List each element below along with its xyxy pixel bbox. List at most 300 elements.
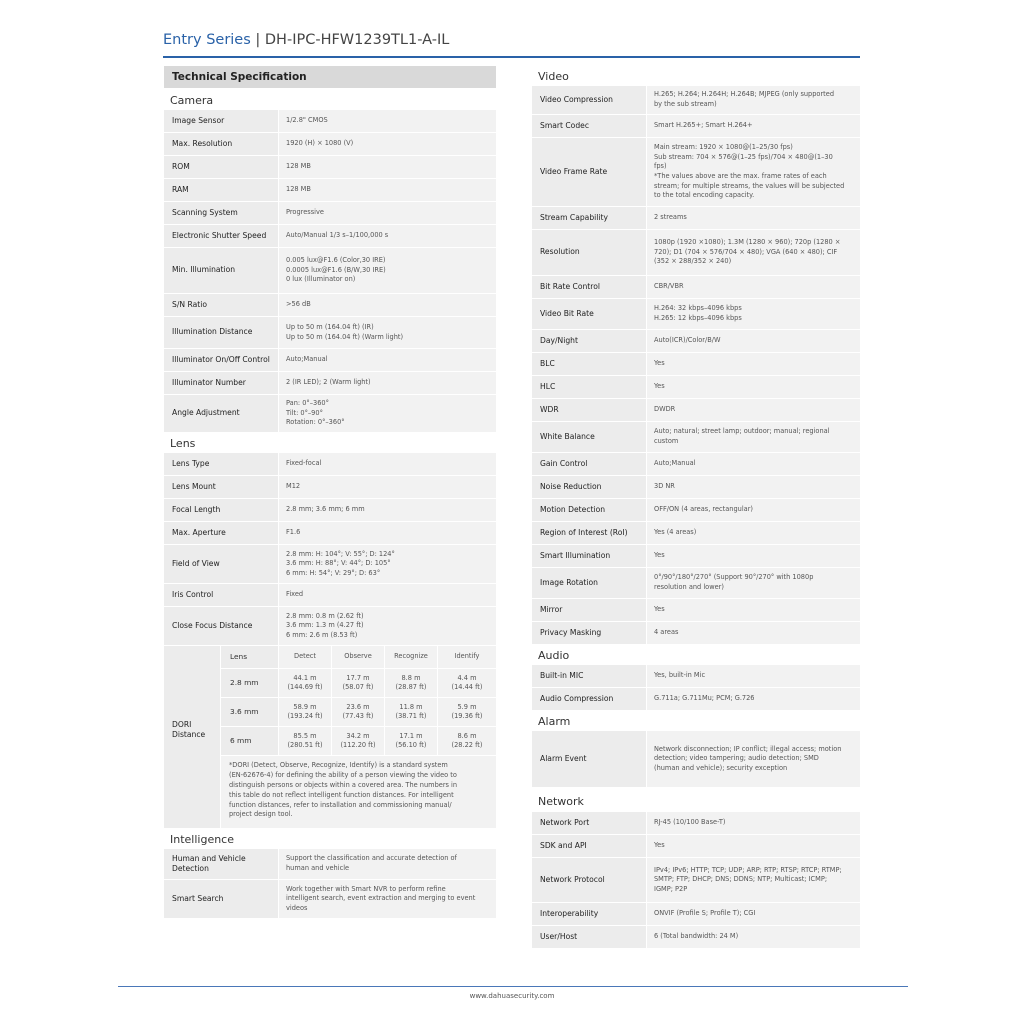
spec-value [647,422,860,452]
spec-label: Video Compression [532,86,646,114]
spec-value-line: fps) [654,162,667,171]
spec-value-line: H.265; H.264; H.264H; H.264B; MJPEG (only supported [654,90,835,99]
dori-note-line: distinguish persons or objects within a covered area. The numbers in [229,780,458,789]
spec-label: Lens Type [164,453,278,475]
dori-note-line: (EN-62676-4) for defining the ability of a person viewing the video to [229,770,457,779]
dori-cell-line: 17.1 m [399,731,423,740]
dori-cell [279,727,331,755]
spec-value-line: 1/2.8" CMOS [286,116,328,125]
spec-label: Mirror [532,599,646,621]
spec-value-line: 6 (Total bandwidth: 24 M) [654,932,739,941]
spec-value-line: human and vehicle [286,864,350,872]
spec-label: Stream Capability [532,207,646,229]
dori-note-line: project design tool. [229,810,293,819]
intelligence-rows [164,849,496,918]
spec-value-line: G.711a; G.711Mu; PCM; G.726 [654,694,755,703]
spec-value-line: 2.8 mm: 0.8 m (2.62 ft) [286,611,364,620]
spec-label: Smart Illumination [532,545,646,567]
spec-value-line: Yes [654,382,665,391]
spec-value-line: (human and vehicle); security exception [654,763,788,772]
spec-label: White Balance [532,422,646,452]
spec-row [164,880,496,918]
dori-cell [279,669,331,697]
network-rows [532,812,860,948]
spec-value-line: 0°/90°/180°/270° (Support 90°/270° with 1080p [654,573,814,582]
spec-value [647,545,860,567]
dori-cell-line: (144.69 ft) [287,683,323,691]
spec-label: Illuminator Number [164,372,278,394]
spec-value-line: H.264: 32 kbps–4096 kbps [654,304,742,313]
spec-value-line: (352 × 288/352 × 240) [654,257,732,266]
spec-value-line: Auto;Manual [654,459,696,468]
section-camera: Camera [170,94,214,107]
spec-value-line: 128 MB [286,185,311,194]
spec-label: RAM [164,179,278,201]
spec-row [532,330,860,352]
right-column [532,66,860,949]
title-separator: | [255,32,261,48]
spec-label: Focal Length [164,499,278,521]
page-header [163,32,860,58]
dori-note-line: this table do not reflect intelligent function distances. For intelligent [229,790,454,799]
spec-value [279,476,496,498]
spec-value [647,599,860,621]
spec-label: Resolution [532,230,646,275]
dori-lens: 3.6 mm [221,698,278,726]
dori-header: Identify [438,646,496,668]
spec-row [532,299,860,329]
spec-value [647,115,860,137]
spec-label: Built-in MIC [532,665,646,687]
section-audio: Audio [538,649,570,662]
spec-label: Max. Resolution [164,133,278,155]
spec-value [647,731,860,787]
spec-value-line: ONVIF (Profile S; Profile T); CGI [654,909,756,918]
spec-value-line: OFF/ON (4 areas, rectangular) [654,505,753,514]
dori-cell-line: (112.20 ft) [340,741,376,749]
spec-value-line: Main stream: 1920 × 1080@(1–25/30 fps) [654,143,793,152]
spec-value-line: H.265: 12 kbps–4096 kbps [654,314,742,322]
spec-value-line: 4 areas [654,628,679,637]
spec-label: Alarm Event [532,731,646,787]
spec-row [164,294,496,316]
spec-label: Audio Compression [532,688,646,710]
spec-value-line: M12 [286,482,301,491]
spec-label: Lens Mount [164,476,278,498]
spec-value-line: Yes [654,841,665,850]
section-network: Network [538,795,584,808]
spec-value-line: Fixed-focal [286,459,322,468]
spec-row [532,903,860,925]
spec-value [279,607,496,645]
video-rows [532,86,860,644]
spec-label: Video Frame Rate [532,138,646,206]
spec-row [164,110,496,132]
spec-row [532,353,860,375]
dori-cell-line: (193.24 ft) [287,712,323,720]
dori-cell [438,727,496,755]
spec-row [532,399,860,421]
spec-value-line: 1080p (1920 ×1080); 1.3M (1280 × 960); 720p (1280 × [654,238,841,247]
spec-value-line: *The values above are the max. frame rates of each [654,172,827,180]
spec-value-line: SMTP; FTP; DHCP; DNS; DDNS; NTP; Multicast; ICMP; [654,875,828,884]
spec-value [647,858,860,902]
spec-value [647,622,860,644]
spec-row [164,225,496,247]
spec-value [279,225,496,247]
spec-row [532,522,860,544]
spec-label: Angle Adjustment [164,395,278,432]
spec-value-line: Auto;Manual [286,355,328,364]
spec-value-line: detection; video tampering; audio detection; SMD [654,754,819,763]
dori-grid [221,646,496,755]
spec-value-line: resolution and lower) [654,583,724,591]
dori-cell [332,698,384,726]
dori-cell-line: 58.9 m [293,702,317,711]
spec-value-line: Sub stream: 704 × 576@(1–25 fps)/704 × 480@(1–30 [654,152,833,161]
spec-value-line: 6 mm: H: 54°; V: 29°; D: 63° [286,568,381,577]
dori-cell-line: 44.1 m [293,673,317,682]
dori-header: Lens [221,646,278,668]
spec-value [647,688,860,710]
spec-value-line: by the sub stream) [654,100,717,108]
spec-label: Gain Control [532,453,646,475]
spec-value-line: Network disconnection; IP conflict; illegal access; motion [654,744,842,753]
spec-row [532,499,860,521]
dori-cell [332,669,384,697]
spec-value [279,584,496,606]
camera-rows [164,110,496,432]
spec-value-line: Progressive [286,208,324,217]
spec-row [164,453,496,475]
alarm-rows [532,731,860,787]
spec-row [164,317,496,348]
dori-cell-line: 17.7 m [346,673,370,682]
dori-cell-line: (19.36 ft) [451,712,483,720]
spec-row [164,349,496,371]
spec-value-line: 2.8 mm; 3.6 mm; 6 mm [286,505,365,514]
spec-value [279,372,496,394]
spec-value-line: 1920 (H) × 1080 (V) [286,139,354,148]
spec-value-line: RJ-45 (10/100 Base-T) [654,818,726,827]
dori-cell [438,669,496,697]
dori-cell-line: 23.6 m [346,702,370,711]
section-alarm: Alarm [538,715,571,728]
section-lens: Lens [170,437,196,450]
spec-value-line: 6 mm: 2.6 m (8.53 ft) [286,630,358,639]
spec-value-line: Yes [654,551,665,560]
spec-row [532,230,860,275]
spec-label: Min. Illumination [164,248,278,293]
spec-value [279,499,496,521]
spec-value-line: Yes (4 areas) [654,528,697,537]
spec-value [279,317,496,348]
spec-row [532,276,860,298]
spec-value-line: stream; for multiple streams, the values will be subjected [654,181,845,190]
page-title [163,32,860,48]
spec-value-line: 3D NR [654,482,675,491]
spec-value [647,399,860,421]
footer-url: www.dahuasecurity.com [469,992,555,1000]
spec-value [279,133,496,155]
spec-value [647,138,860,206]
spec-label: WDR [532,399,646,421]
spec-row [532,599,860,621]
spec-value-line: Tilt: 0°–90° [286,408,323,417]
spec-value-line: >56 dB [286,300,311,309]
spec-row [532,138,860,206]
spec-row [532,115,860,137]
spec-value-line: 0.005 lux@F1.6 (Color,30 IRE) [286,256,386,265]
spec-row [164,476,496,498]
spec-value-line: 3.6 mm: H: 88°; V: 44°; D: 105° [286,559,391,568]
spec-value-line: CBR/VBR [654,282,684,291]
spec-value [647,522,860,544]
spec-row [164,849,496,879]
spec-value [647,903,860,925]
dori-cell-line: 11.8 m [399,702,423,711]
dori-cell [332,727,384,755]
spec-value [647,665,860,687]
dori-label: DORI Distance [164,646,220,828]
spec-label: Image Rotation [532,568,646,598]
spec-row [164,248,496,293]
spec-value-line: 128 MB [286,162,311,171]
audio-rows [532,665,860,710]
spec-value-line: Up to 50 m (164.04 ft) (Warm light) [286,332,404,341]
spec-value-line: 2.8 mm: H: 104°; V: 55°; D: 124° [286,549,395,558]
spec-label: Illumination Distance [164,317,278,348]
spec-row [532,688,860,710]
spec-label: HLC [532,376,646,398]
spec-value-line: F1.6 [286,528,301,537]
spec-value-line: Yes [654,359,665,368]
spec-label: Motion Detection [532,499,646,521]
spec-label: Image Sensor [164,110,278,132]
spec-row [532,835,860,857]
dori-note-line: *DORI (Detect, Observe, Recognize, Identify) is a standard system [229,761,448,769]
spec-value [279,179,496,201]
spec-label: Smart Codec [532,115,646,137]
spec-row [532,622,860,644]
dori-cell-line: 5.9 m [457,702,477,711]
series-name: Entry Series [163,32,251,48]
spec-value [279,349,496,371]
header-rule [163,56,860,58]
spec-value-line: Auto(ICR)/Color/B/W [654,336,721,345]
spec-value-line: Pan: 0°–360° [286,399,329,408]
spec-label: Close Focus Distance [164,607,278,645]
spec-label: Electronic Shutter Speed [164,225,278,247]
spec-row [532,545,860,567]
spec-row [532,476,860,498]
spec-value-line: Rotation: 0°–360° [286,418,345,427]
spec-label: User/Host [532,926,646,948]
spec-value-line: 720); D1 (704 × 576/704 × 480); VGA (640 × 480); CIF [654,247,838,256]
dori-lens: 2.8 mm [221,669,278,697]
dori-cell [385,669,437,697]
spec-value [279,395,496,432]
dori-cell [438,698,496,726]
spec-row [164,499,496,521]
spec-label: Region of Interest (RoI) [532,522,646,544]
model-name: DH-IPC-HFW1239TL1-A-IL [264,32,450,48]
spec-value [647,299,860,329]
dori-cell-line: 8.8 m [401,673,421,682]
spec-value-line: custom [654,437,679,445]
spec-value [647,376,860,398]
spec-value-line: Yes [654,605,665,614]
spec-value [647,812,860,834]
spec-label: S/N Ratio [164,294,278,316]
spec-value-line: 0 lux (Illuminator on) [286,275,356,284]
spec-row [164,584,496,606]
dori-cell-line: 8.6 m [457,731,477,740]
spec-row [532,665,860,687]
spec-value [279,248,496,293]
spec-value [647,353,860,375]
spec-value-line: IGMP; P2P [654,884,688,893]
left-column [164,66,496,919]
spec-value [279,849,496,879]
spec-value-line: Support the classification and accurate detection of [286,854,457,863]
spec-value [279,156,496,178]
spec-value [279,110,496,132]
spec-value [647,207,860,229]
spec-value-line: intelligent search, event extraction and merging to event [286,894,476,903]
spec-value-line: 2 (IR LED); 2 (Warm light) [286,378,371,387]
dori-cell [385,727,437,755]
dori-cell [279,698,331,726]
spec-row [164,133,496,155]
spec-label: Day/Night [532,330,646,352]
spec-value [647,568,860,598]
dori-cell-line: 34.2 m [346,731,370,740]
dori-cell-line: (56.10 ft) [395,741,427,749]
spec-value [647,86,860,114]
spec-label: Video Bit Rate [532,299,646,329]
dori-header: Detect [279,646,331,668]
dori-cell-line: (14.44 ft) [451,683,483,691]
lens-rows [164,453,496,645]
spec-value-line: Up to 50 m (164.04 ft) (IR) [286,322,374,331]
spec-row [532,453,860,475]
spec-row [164,156,496,178]
section-video: Video [538,70,569,83]
spec-value [647,453,860,475]
dori-cell-line: (58.07 ft) [342,683,374,691]
spec-value [279,453,496,475]
spec-value [647,926,860,948]
section-intelligence: Intelligence [170,833,235,846]
spec-label: BLC [532,353,646,375]
spec-label: Network Port [532,812,646,834]
spec-value-line: Work together with Smart NVR to perform refine [286,884,446,893]
dori-cell-line: 4.4 m [457,673,477,682]
spec-value-line: DWDR [654,405,676,414]
spec-value [279,294,496,316]
spec-row [164,545,496,583]
spec-label: Smart Search [164,880,278,918]
dori-cell-line: (28.22 ft) [451,741,483,749]
spec-row [164,372,496,394]
spec-label: Interoperability [532,903,646,925]
dori-cell-line: (77.43 ft) [342,712,374,720]
dori-cell-line: (28.87 ft) [395,683,427,691]
spec-label: Human and Vehicle Detection [164,849,278,879]
spec-value [279,522,496,544]
technical-specification-heading: Technical Specification [164,66,496,88]
spec-value-line: Auto/Manual 1/3 s–1/100,000 s [286,231,389,240]
spec-value [279,880,496,918]
dori-lens: 6 mm [221,727,278,755]
spec-row [164,179,496,201]
spec-label: Scanning System [164,202,278,224]
spec-row [164,202,496,224]
spec-value-line: IPv4; IPv6; HTTP; TCP; UDP; ARP; RTP; RTSP; RTCP; RTMP; [654,865,842,874]
spec-value-line: Auto; natural; street lamp; outdoor; manual; regional [654,427,830,436]
dori-cell-line: 85.5 m [293,731,317,740]
spec-row [532,207,860,229]
dori-distance-table [164,646,496,828]
spec-row [532,86,860,114]
spec-value-line: 0.0005 lux@F1.6 (B/W,30 IRE) [286,265,386,274]
spec-label: Bit Rate Control [532,276,646,298]
spec-value [647,499,860,521]
spec-value-line: 2 streams [654,213,687,222]
spec-row [532,812,860,834]
spec-row [532,568,860,598]
spec-value [647,230,860,275]
dori-cell [385,698,437,726]
spec-value-line: Fixed [286,590,304,599]
spec-value [647,835,860,857]
spec-row [164,522,496,544]
spec-value [647,276,860,298]
spec-row [532,422,860,452]
spec-label: Noise Reduction [532,476,646,498]
dori-header: Recognize [385,646,437,668]
spec-value [647,330,860,352]
spec-label: SDK and API [532,835,646,857]
footer-rule [118,986,908,987]
spec-row [164,395,496,432]
spec-label: Iris Control [164,584,278,606]
spec-label: Max. Aperture [164,522,278,544]
spec-value [647,476,860,498]
spec-label: Privacy Masking [532,622,646,644]
spec-value-line: Yes, built-in Mic [654,671,706,680]
spec-row [532,926,860,948]
spec-row [532,858,860,902]
spec-row [532,731,860,787]
spec-label: Field of View [164,545,278,583]
dori-header: Observe [332,646,384,668]
spec-value-line: videos [286,903,308,912]
dori-cell-line: (38.71 ft) [395,712,427,720]
spec-value [279,545,496,583]
spec-value [279,202,496,224]
spec-row [164,607,496,645]
spec-label: Network Protocol [532,858,646,902]
spec-label: ROM [164,156,278,178]
spec-label: Illuminator On/Off Control [164,349,278,371]
dori-note-line: function distances, refer to installation and commissioning manual/ [229,800,452,809]
dori-note [221,756,496,828]
spec-value-line: 3.6 mm: 1.3 m (4.27 ft) [286,621,364,630]
spec-row [532,376,860,398]
dori-cell-line: (280.51 ft) [287,741,323,749]
